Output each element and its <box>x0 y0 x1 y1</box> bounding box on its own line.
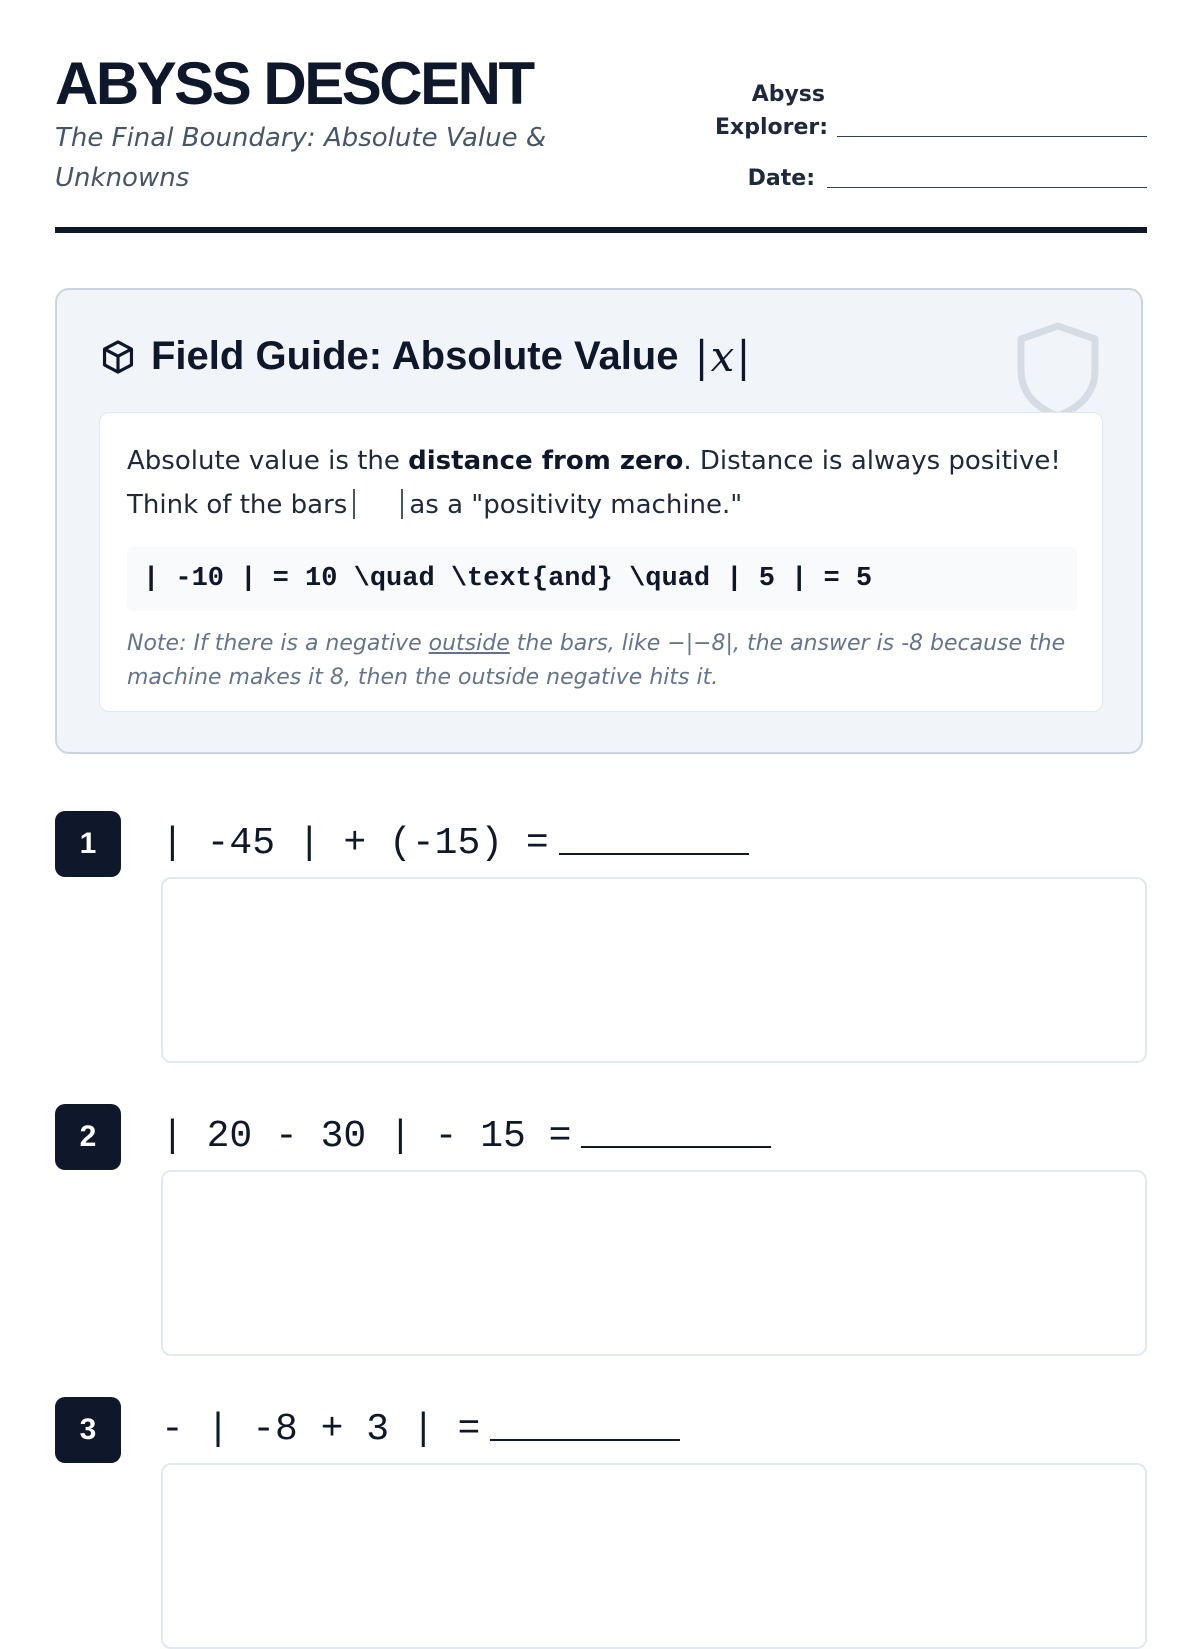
explanation-text-3: as a "positivity machine." <box>409 490 743 520</box>
explanation-bold: distance from zero <box>408 446 684 476</box>
field-guide-example-code: | -10 | = 10 \quad \text{and} \quad | 5 | = 5 <box>127 547 1077 611</box>
problem-number-badge: 3 <box>55 1397 121 1463</box>
explorer-name-line[interactable] <box>837 135 1147 137</box>
worksheet-subtitle: The Final Boundary: Absolute Value & Unknowns <box>55 123 547 193</box>
problem-expression-text: - | -8 + 3 | = <box>161 1408 481 1451</box>
note-text-1: Note: If there is a negative <box>127 631 429 656</box>
date-label: Date: <box>747 166 815 191</box>
explorer-name-field <box>715 78 1147 144</box>
explorer-label: Abyss Explorer: <box>715 82 829 140</box>
note-underline: outside <box>428 631 510 656</box>
field-guide-note <box>127 627 1077 695</box>
work-area-box[interactable] <box>161 1463 1147 1649</box>
problem-expression <box>161 1110 771 1164</box>
work-area-box[interactable] <box>161 1170 1147 1356</box>
shield-icon <box>1015 322 1101 420</box>
note-text-2: the bars, like <box>509 631 668 656</box>
explanation-text-1: Absolute value is the <box>127 446 409 476</box>
worksheet-title: ABYSS DESCENT <box>55 50 533 117</box>
date-line[interactable] <box>827 186 1147 188</box>
worksheet-page <box>55 0 1147 1451</box>
explanation-text-2: . Distance is always positive! Think of the bars <box>127 446 1061 520</box>
note-math: −|−8| <box>667 631 733 656</box>
problem-number-badge: 2 <box>55 1104 121 1170</box>
cube-icon <box>99 338 137 376</box>
answer-blank[interactable] <box>490 1405 680 1441</box>
problem-expression <box>161 1403 680 1457</box>
field-guide-header <box>99 332 752 381</box>
work-area-box[interactable] <box>161 877 1147 1063</box>
field-guide-card <box>99 412 1103 712</box>
header-divider <box>55 227 1147 233</box>
date-field <box>715 162 1147 195</box>
worksheet-header <box>55 0 1147 236</box>
answer-blank[interactable] <box>581 1112 771 1148</box>
answer-blank[interactable] <box>559 819 749 855</box>
note-text-3: , the answer is -8 because the machine makes it 8, then the outside negative hits it. <box>127 631 1066 690</box>
absolute-value-bars <box>353 489 403 519</box>
field-guide-explanation <box>127 439 1077 527</box>
field-guide-title: Field Guide: Absolute Value <box>151 334 679 378</box>
problem-expression <box>161 817 749 871</box>
problem-expression-text: | -45 | + (-15) = <box>161 822 549 865</box>
field-guide-panel <box>55 288 1143 754</box>
problem-number-badge: 1 <box>55 811 121 877</box>
field-guide-title-math: |x| <box>694 332 753 381</box>
problem-expression-text: | 20 - 30 | - 15 = <box>161 1115 572 1158</box>
